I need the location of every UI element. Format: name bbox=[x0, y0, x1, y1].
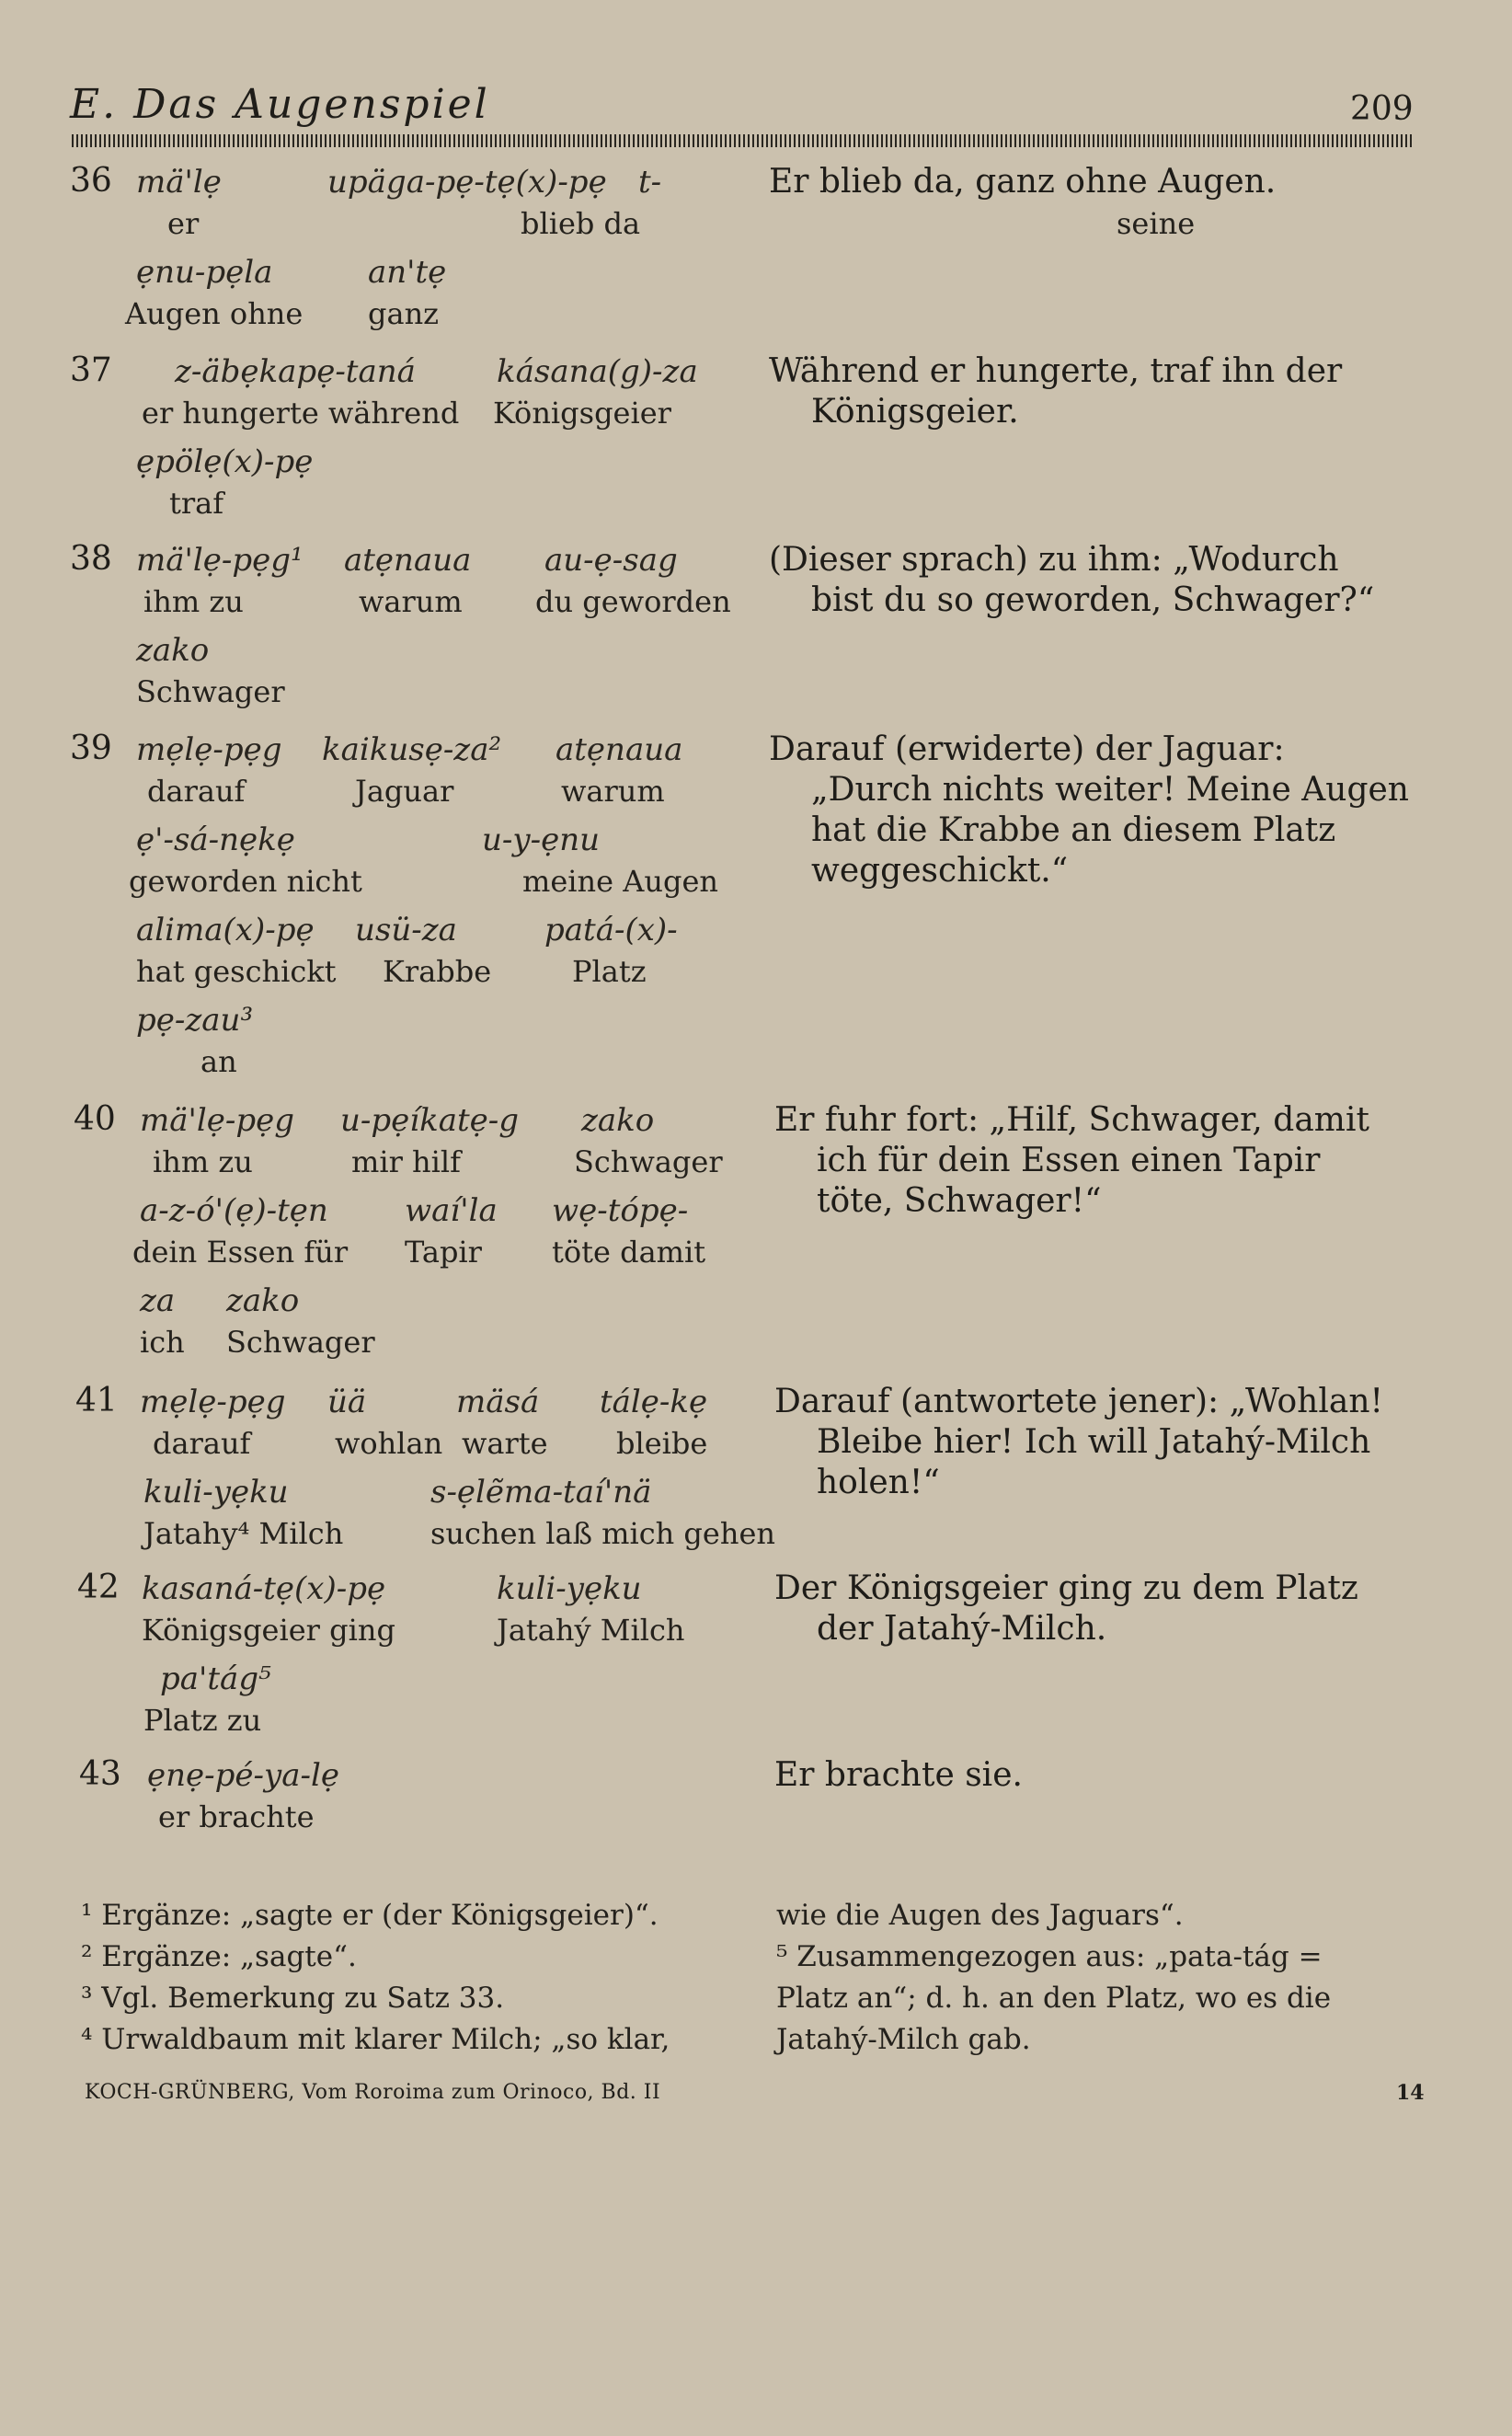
footnote-line: ⁴ Urwaldbaum mit klarer Milch; „so klar, bbox=[81, 2023, 670, 2056]
sentence-number: 39 bbox=[70, 730, 112, 767]
footnote-line: Jatahý-Milch gab. bbox=[776, 2023, 1031, 2056]
native-word: kaikusẹ-za² bbox=[322, 731, 502, 768]
word-gloss: blieb da bbox=[521, 206, 641, 241]
translation-line: Darauf (erwiderte) der Jaguar: bbox=[769, 730, 1285, 768]
german-translation bbox=[769, 730, 1418, 891]
native-word: mä'lẹ-pẹg¹ bbox=[136, 542, 304, 579]
native-word: kasaná-tẹ(x)-pẹ bbox=[142, 1570, 386, 1607]
native-word: u-pẹíkatẹ-g bbox=[340, 1102, 520, 1139]
german-translation bbox=[774, 1100, 1424, 1222]
translation-line: bist du so geworden, Schwager?“ bbox=[811, 581, 1375, 619]
word-gloss: Jatahy⁴ Milch bbox=[143, 1516, 344, 1551]
page-number: 209 bbox=[1350, 90, 1414, 128]
translation-line: Bleibe hier! Ich will Jatahý-Milch bbox=[817, 1423, 1371, 1461]
native-word: au-ẹ-sag bbox=[544, 542, 678, 579]
translation-line: Während er hungerte, traf ihn der bbox=[769, 352, 1343, 390]
native-word: atẹnaua bbox=[344, 542, 472, 579]
footnote-line: ³ Vgl. Bemerkung zu Satz 33. bbox=[81, 1982, 505, 2015]
native-word: zako bbox=[226, 1282, 300, 1319]
native-word: zako bbox=[136, 632, 210, 669]
translation-line: Der Königsgeier ging zu dem Platz bbox=[774, 1569, 1358, 1607]
translation-line: Darauf (antwortete jener): „Wohlan! bbox=[774, 1383, 1383, 1420]
german-translation bbox=[769, 351, 1418, 432]
translation-line: „Durch nichts weiter! Meine Augen bbox=[811, 771, 1409, 809]
footer-source: KOCH-GRÜNBERG, Vom Roroima zum Orinoco, Bd. II bbox=[85, 2081, 661, 2104]
footer-signature: 14 bbox=[1396, 2081, 1425, 2105]
native-word: a-z-ó'(ẹ)-tẹn bbox=[140, 1192, 328, 1229]
sentence-number: 41 bbox=[75, 1382, 118, 1419]
word-gloss: ganz bbox=[368, 296, 440, 331]
german-translation bbox=[774, 1568, 1424, 1649]
word-gloss: seine bbox=[1117, 206, 1196, 241]
native-word: za bbox=[140, 1282, 176, 1319]
sentence-number: 38 bbox=[70, 540, 112, 578]
word-gloss: Schwager bbox=[574, 1144, 723, 1179]
word-gloss: er brachte bbox=[158, 1799, 315, 1834]
sentence-number: 36 bbox=[70, 162, 112, 200]
sentence-number: 42 bbox=[77, 1568, 120, 1606]
german-translation bbox=[769, 540, 1418, 621]
native-word: wẹ-tópẹ- bbox=[552, 1192, 689, 1229]
native-word: kásana(g)-za bbox=[497, 353, 698, 390]
translation-line: Er brachte sie. bbox=[774, 1756, 1023, 1794]
sentence-number: 40 bbox=[74, 1100, 116, 1138]
word-gloss: meine Augen bbox=[522, 864, 718, 899]
word-gloss: Platz zu bbox=[143, 1703, 262, 1738]
native-word: ẹ'-sá-nẹkẹ bbox=[136, 822, 295, 858]
native-word: usü-za bbox=[355, 912, 457, 948]
word-gloss: Königsgeier ging bbox=[142, 1613, 395, 1648]
word-gloss: Schwager bbox=[136, 674, 285, 709]
sentence-number: 43 bbox=[79, 1755, 121, 1793]
translation-line: Er fuhr fort: „Hilf, Schwager, damit bbox=[774, 1101, 1369, 1139]
translation-line: weggeschickt.“ bbox=[811, 852, 1069, 890]
word-gloss: wohlan bbox=[335, 1426, 443, 1461]
native-word: zako bbox=[581, 1102, 655, 1139]
running-header-title: E. Das Augenspiel bbox=[70, 81, 490, 128]
native-word: t- bbox=[638, 164, 662, 201]
footnote-line: ¹ Ergänze: „sagte er (der Königsgeier)“. bbox=[81, 1899, 659, 1932]
word-gloss: darauf bbox=[153, 1426, 251, 1461]
word-gloss: dein Essen für bbox=[132, 1235, 349, 1270]
translation-line: Er blieb da, ganz ohne Augen. bbox=[769, 163, 1277, 201]
native-word: alima(x)-pẹ bbox=[136, 912, 315, 948]
footnotes-left bbox=[81, 1895, 670, 2061]
word-gloss: darauf bbox=[147, 774, 246, 809]
word-gloss: ihm zu bbox=[153, 1144, 253, 1179]
word-gloss: Augen ohne bbox=[125, 296, 304, 331]
native-word: upäga-pẹ-tẹ(x)-pẹ bbox=[327, 164, 607, 201]
native-word: mẹlẹ-pẹg bbox=[140, 1384, 286, 1420]
native-word: u-y-ẹnu bbox=[482, 822, 600, 858]
word-gloss: geworden nicht bbox=[129, 864, 362, 899]
sentence-number: 37 bbox=[70, 351, 112, 389]
word-gloss: an bbox=[200, 1044, 237, 1079]
native-word: ẹpölẹ(x)-pẹ bbox=[136, 443, 314, 480]
word-gloss: hat geschickt bbox=[136, 954, 337, 989]
native-word: mäsá bbox=[456, 1384, 540, 1420]
translation-line: (Dieser sprach) zu ihm: „Wodurch bbox=[769, 541, 1339, 579]
native-word: mẹlẹ-pẹg bbox=[136, 731, 282, 768]
native-word: pẹ-zau³ bbox=[136, 1002, 254, 1039]
footnote-line: wie die Augen des Jaguars“. bbox=[776, 1899, 1184, 1932]
word-gloss: er hungerte während bbox=[142, 396, 460, 431]
footnote-line: ⁵ Zusammengezogen aus: „pata-tág = bbox=[776, 1940, 1323, 1973]
word-gloss: du geworden bbox=[535, 584, 731, 619]
native-word: tálẹ-kẹ bbox=[600, 1384, 708, 1420]
word-gloss: Platz bbox=[572, 954, 647, 989]
word-gloss: mir hilf bbox=[351, 1144, 461, 1179]
translation-line: hat die Krabbe an diesem Platz bbox=[811, 811, 1336, 849]
native-word: ẹnu-pẹla bbox=[136, 254, 273, 291]
translation-line: holen!“ bbox=[817, 1464, 940, 1501]
word-gloss: Jatahý Milch bbox=[497, 1613, 685, 1648]
word-gloss: ihm zu bbox=[143, 584, 244, 619]
german-translation bbox=[774, 1382, 1424, 1503]
translation-line: töte, Schwager!“ bbox=[817, 1182, 1102, 1220]
word-gloss: Königsgeier bbox=[493, 396, 671, 431]
footnote-line: ² Ergänze: „sagte“. bbox=[81, 1940, 357, 1973]
word-gloss: warte bbox=[462, 1426, 548, 1461]
word-gloss: töte damit bbox=[552, 1235, 706, 1270]
word-gloss: Tapir bbox=[405, 1235, 482, 1270]
native-word: kuli-yẹku bbox=[497, 1570, 642, 1607]
native-word: patá-(x)- bbox=[544, 912, 678, 948]
translation-line: ich für dein Essen einen Tapir bbox=[817, 1142, 1321, 1179]
german-translation bbox=[769, 162, 1418, 202]
word-gloss: Krabbe bbox=[383, 954, 492, 989]
translation-line: der Jatahý-Milch. bbox=[817, 1610, 1107, 1648]
footnote-line: Platz an“; d. h. an den Platz, wo es die bbox=[776, 1982, 1332, 2015]
word-gloss: suchen laß mich gehen bbox=[430, 1516, 775, 1551]
translation-line: Königsgeier. bbox=[811, 393, 1019, 431]
native-word: z-äbẹkapẹ-taná bbox=[175, 353, 416, 390]
native-word: mä'lẹ bbox=[136, 164, 222, 201]
word-gloss: warum bbox=[561, 774, 665, 809]
native-word: waí'la bbox=[405, 1192, 498, 1229]
native-word: pa'tág⁵ bbox=[160, 1660, 271, 1697]
word-gloss: er bbox=[167, 206, 200, 241]
word-gloss: traf bbox=[169, 486, 224, 521]
word-gloss: Schwager bbox=[226, 1325, 375, 1360]
native-word: üä bbox=[327, 1384, 367, 1420]
native-word: ẹnẹ-pé-ya-lẹ bbox=[147, 1757, 339, 1794]
native-word: an'tẹ bbox=[368, 254, 447, 291]
word-gloss: Jaguar bbox=[355, 774, 454, 809]
native-word: atẹnaua bbox=[556, 731, 683, 768]
header-rule bbox=[72, 134, 1413, 147]
footnotes-right bbox=[776, 1895, 1331, 2061]
native-word: kuli-yẹku bbox=[143, 1474, 289, 1511]
german-translation bbox=[774, 1755, 1424, 1796]
word-gloss: bleibe bbox=[616, 1426, 708, 1461]
native-word: s-ẹlẽma-taí'nä bbox=[430, 1474, 652, 1511]
native-word: mä'lẹ-pẹg bbox=[140, 1102, 294, 1139]
word-gloss: ich bbox=[140, 1325, 185, 1360]
word-gloss: warum bbox=[359, 584, 463, 619]
